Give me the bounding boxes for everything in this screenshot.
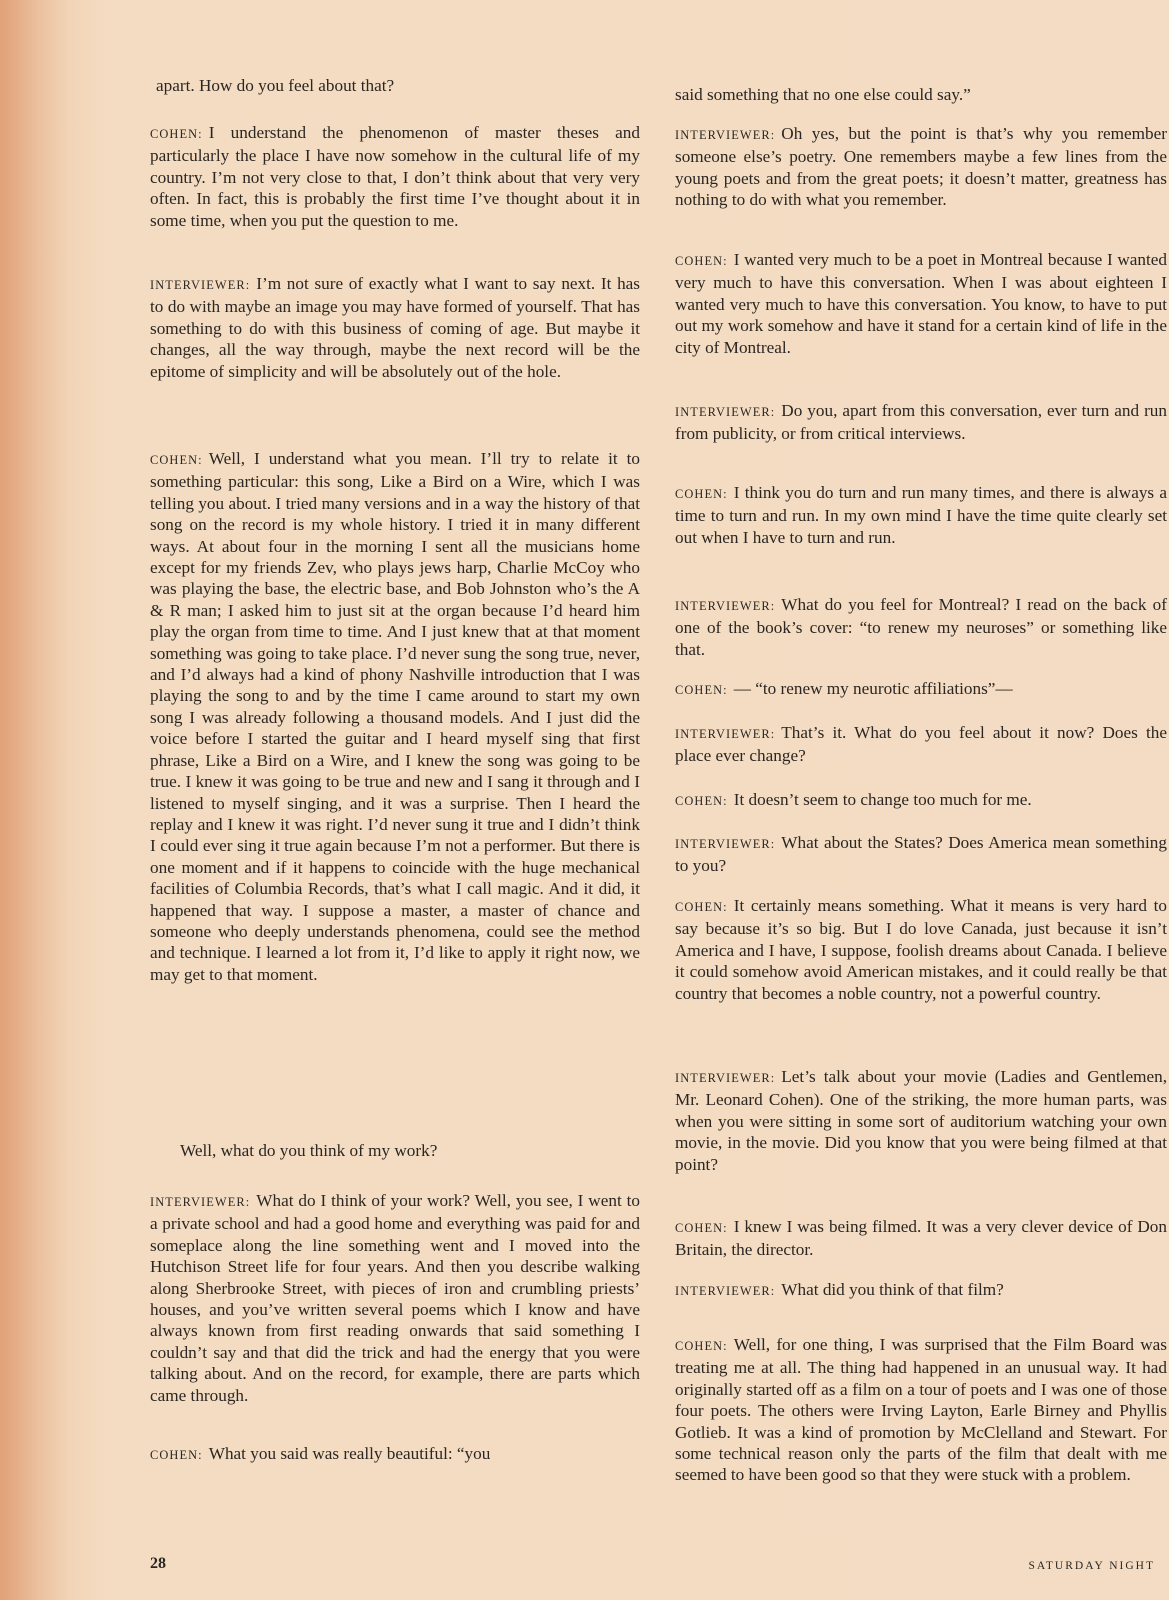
paragraph [675, 1216, 1167, 1261]
paragraph-text: apart. How do you feel about that? [156, 76, 395, 95]
speaker-label: COHEN: [675, 254, 728, 268]
speaker-label: COHEN: [675, 900, 728, 914]
paragraph-text: What did you think of that film? [781, 1280, 1004, 1299]
paragraph [150, 1443, 640, 1466]
paragraph-text: What about the States? Does America mean something to you? [675, 833, 1167, 876]
speaker-label: INTERVIEWER: [675, 128, 776, 142]
speaker-label: INTERVIEWER: [150, 1195, 251, 1209]
paragraph-text: It certainly means something. What it means is very hard to say because it’s so big. But I do love Canada, just because it isn’t America and I have, I suppose, foolish dreams about Canada. I believe it could somehow avoid American mistakes, and it could really be that country that becomes a noble country, not a powerful country. [675, 896, 1167, 1003]
paragraph-text: I wanted very much to be a poet in Montreal because I wanted very much to have this conversation. When I was about eighteen I wanted very much to have this conversation. You know, to have to put out my work somehow and have it stand for a certain kind of life in the city of Montreal. [675, 250, 1167, 357]
paragraph [150, 1140, 640, 1161]
paragraph [675, 722, 1167, 767]
paragraph-text: I’m not sure of exactly what I want to say next. It has to do with maybe an image you may have formed of yourself. That has something to do with this business of coming of age. But maybe it changes, all the way through, maybe the next record will be the epitome of simplicity and will be absolutely out of the hole. [150, 274, 640, 381]
paragraph-text: Well, what do you think of my work? [180, 1141, 438, 1160]
speaker-label: INTERVIEWER: [675, 1071, 776, 1085]
paragraph [675, 789, 1167, 812]
page-number: 28 [150, 1555, 166, 1572]
paragraph-text: Well, for one thing, I was surprised that the Film Board was treating me at all. The thing had happened in an unusual way. It had originally started off as a film on a tour of poets and I was one of those four poets. The others were Irving Layton, Earle Birney and Phyllis Gotlieb. It was a kind of promotion by McClelland and Stewart. For some technical reason only the parts of the film that dealt with me seemed to have been good so that they were stuck with a problem. [675, 1335, 1167, 1485]
speaker-label: COHEN: [150, 453, 203, 467]
page-edge-shadow [0, 0, 70, 1600]
paragraph-text: I knew I was being filmed. It was a very clever device of Don Britain, the director. [675, 1217, 1167, 1260]
speaker-label: INTERVIEWER: [675, 1284, 776, 1298]
paragraph [675, 1279, 1167, 1302]
speaker-label: INTERVIEWER: [675, 837, 776, 851]
paragraph [675, 84, 1167, 105]
paragraph-text: What do I think of your work? Well, you see, I went to a private school and had a good home and everything was paid for and someplace along the line something went and I moved into the Hutchison Street life for four years. And then you describe walking along Sherbrooke Street, with pieces of iron and crumbling priests’ houses, and you’ve written several poems which I know and have always known from first reading onwards that said something I couldn’t say and that did the trick and had the energy that you were talking about. And on the record, for example, there are parts which came through. [150, 1191, 640, 1405]
paragraph [150, 75, 640, 98]
speaker-label: COHEN: [675, 1221, 728, 1235]
paragraph [150, 448, 640, 985]
paragraph [675, 832, 1167, 877]
paragraph-text: What do you feel for Montreal? I read on the back of one of the book’s cover: “to renew my neuroses” or something like that. [675, 595, 1167, 659]
paragraph-text: Do you, apart from this conversation, ever turn and run from publicity, or from critical interviews. [675, 401, 1167, 444]
speaker-label: COHEN: [150, 1448, 203, 1462]
speaker-label: COHEN: [150, 127, 203, 141]
paragraph-text: What you said was really beautiful: “you [208, 1444, 491, 1463]
speaker-label: INTERVIEWER: [675, 599, 776, 613]
paragraph-text: That’s it. What do you feel about it now? Does the place ever change? [675, 723, 1167, 766]
paragraph [675, 400, 1167, 445]
speaker-label: INTERVIEWER: [150, 278, 251, 292]
paragraph [675, 482, 1167, 548]
paragraph [675, 895, 1167, 1004]
paragraph [675, 1334, 1167, 1486]
speaker-label: INTERVIEWER: [675, 727, 776, 741]
paragraph-text: I understand the phenomenon of master theses and particularly the place I have now somehow in the cultural life of my country. I’m not very close to that, I don’t think about that very very often. In fact, this is probably the first time I’ve thought about it in some time, when you put the question to me. [150, 123, 640, 230]
paragraph-text: I think you do turn and run many times, and there is always a time to turn and run. In my own mind I have the time quite clearly set out when I have to turn and run. [675, 483, 1167, 547]
speaker-label: COHEN: [675, 683, 728, 697]
paragraph [150, 1190, 640, 1406]
paragraph-text: Let’s talk about your movie (Ladies and Gentlemen, Mr. Leonard Cohen). One of the striking, the more human parts, was when you were sitting in some sort of auditorium watching your own movie, in the movie. Did you know that you were being filmed at that point? [675, 1067, 1167, 1174]
paragraph-text: said something that no one else could say.” [675, 85, 971, 104]
paragraph [675, 249, 1167, 358]
paragraph-text: Oh yes, but the point is that’s why you remember someone else’s poetry. One remembers maybe a few lines from the young poets and from the great poets; it doesn’t matter, greatness has nothing to do with what you remember. [675, 124, 1167, 210]
speaker-label: INTERVIEWER: [675, 405, 776, 419]
paragraph [675, 594, 1167, 660]
paragraph [675, 123, 1167, 211]
paragraph [675, 678, 1167, 701]
paragraph [150, 273, 640, 382]
speaker-label: COHEN: [675, 794, 728, 808]
paragraph-text: — “to renew my neurotic affiliations”— [733, 679, 1013, 698]
paragraph [150, 122, 640, 231]
paragraph-text: It doesn’t seem to change too much for me. [733, 790, 1032, 809]
speaker-label: COHEN: [675, 1339, 728, 1353]
magazine-name: SATURDAY NIGHT [1028, 1560, 1155, 1572]
speaker-label: COHEN: [675, 487, 728, 501]
paragraph-text: Well, I understand what you mean. I’ll try to relate it to something particular: this song, Like a Bird on a Wire, which I was telling you about. I tried many versions and in a way the history of that song on the record is my whole history. I tried it in many different ways. At about four in the morning I sent all the musicians home except for my friends Zev, who plays jews harp, Charlie McCoy who was playing the base, the electric base, and Bob Johnston who’s the A & R man; I asked him to just sit at the organ because I’d heard him play the organ from time to time. And I just knew that at that moment something was going to take place. I’d never sung the song true, never, and I’d always had a kind of phony Nashville introduction that I was playing the song to and by the time I came around to start my own song I was already following a thousand models. And I just did the voice before I started the guitar and I heard myself sing that first phrase, Like a Bird on a Wire, and I knew the song was going to be true. I knew it was going to be true and new and I sang it through and I listened to myself singing, and it was a surprise. Then I heard the replay and I knew it was right. I’d never sung it true and I didn’t think I could ever sing it true again because I’m not a performer. But there is one moment and if it happens to coincide with the huge mechanical facilities of Columbia Records, that’s what I call magic. And it did, it happened that way. I suppose a master, a master of chance and someone who deeply understands phenomena, could see the method and technique. I learned a lot from it, I’d like to apply it right now, we may get to that moment. [150, 449, 640, 984]
paragraph [675, 1066, 1167, 1175]
